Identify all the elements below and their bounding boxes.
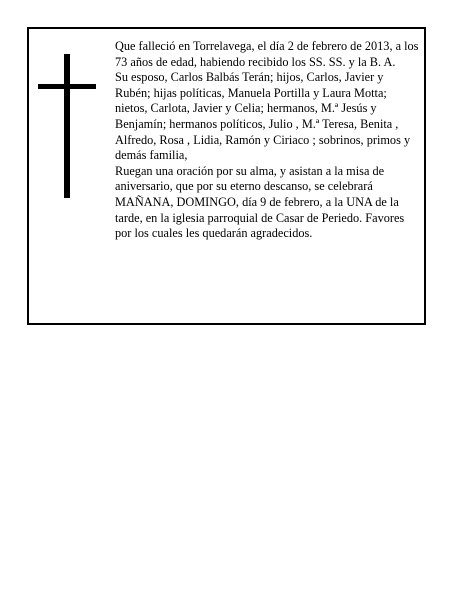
mass-invitation-paragraph: Ruegan una oración por su alma, y asistan a la misa de aniversario, que por su eterno descanso, se celebrará MAÑANA, DOMINGO, día 9 de febrero, a la UNA de la tarde, en la iglesia parroquial de Casar de Periedo. Favores por los cuales les quedarán agradecidos. — [115, 163, 405, 241]
death-announcement-paragraph: Que falleció en Torrelavega, el día 2 de febrero de 2013, a los 73 años de edad, habiendo recibido los SS. SS. y la B. A. — [115, 39, 419, 69]
family-paragraph: Su esposo, Carlos Balbás Terán; hijos, Carlos, Javier y Rubén; hijas políticas, Manuela Portilla y Laura Motta; nietos, Carlota, Javier y Celia; hermanos, M.ª Jesús y Benjamín; hermanos políticos, Julio , M.ª Teresa, Benita , Alfredo, Rosa , Lidia, Ramón y Ciriaco ; sobrinos, primos y demás familia, — [115, 70, 411, 163]
cross-icon — [38, 54, 96, 198]
cross-horizontal-bar — [38, 84, 96, 89]
cross-vertical-bar — [64, 54, 70, 198]
obituary-text — [115, 39, 421, 242]
